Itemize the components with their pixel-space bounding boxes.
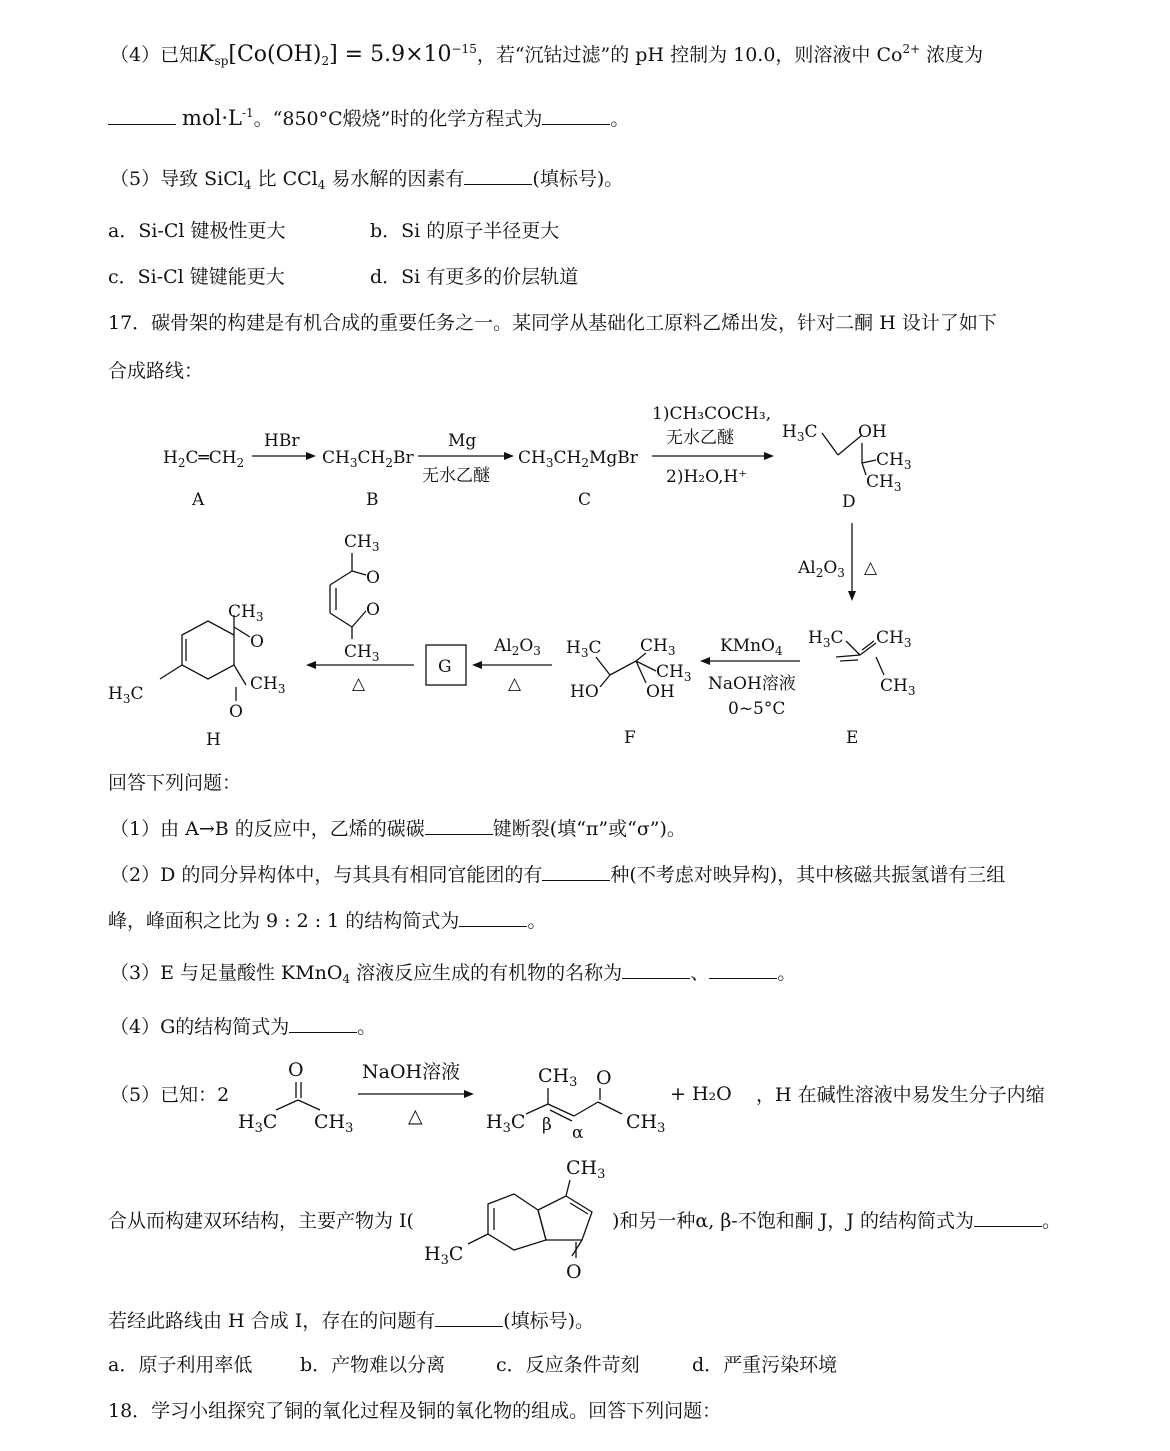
step-c-d-2: 无水乙醚 [666, 428, 734, 448]
dienophile [330, 532, 380, 664]
svg-text:H3C: $H_3C$ [424, 1243, 464, 1268]
step-c-d-1: 1)CH₃COCH₃, [652, 404, 772, 424]
delta-2: △ [508, 674, 522, 694]
compound-d [782, 422, 911, 494]
compound-f [566, 636, 691, 702]
svg-text:CH3: $CH_3$ [626, 1111, 666, 1136]
svg-text:CH3: $CH_3$ [566, 1157, 606, 1182]
svg-text:O: O [596, 1067, 612, 1089]
label-c: C [578, 490, 592, 510]
svg-text:CH3: $CH_3$ [538, 1065, 578, 1090]
svg-text:O: O [366, 568, 380, 588]
q16-4-line2: $mol\cdot L^{-1}$。“850°C煅烧”时的化学方程式为 。 [108, 106, 629, 131]
q17-5-start: （5）已知：2 [110, 1084, 230, 1106]
solvent-ether: 无水乙醚 [422, 466, 490, 486]
step-c-d-3: 2)H₂O,H⁺ [666, 467, 748, 487]
reagent-hbr: HBr [264, 431, 300, 451]
q16-5-stem: （5）导致 SiCl$_4$ 比 CCl$_4$ 易水解的因素有 (填标号)。 [110, 168, 624, 192]
q17-5-line2a: 合从而构建双环结构，主要产物为 I( [108, 1210, 414, 1232]
known-delta: △ [408, 1105, 423, 1127]
q16-5-option-d: d．Si 有更多的价层轨道 [370, 266, 579, 288]
q17-5-option-c: c．反应条件苛刻 [496, 1354, 640, 1376]
reagent-mg: Mg [448, 431, 477, 451]
label-f: F [624, 728, 636, 748]
svg-text:OH: OH [858, 422, 887, 442]
label-b: B [366, 490, 379, 510]
svg-text:CH3: $CH_3$ [876, 450, 912, 472]
label-h: H [206, 730, 221, 750]
svg-text:CH3: $CH_3$ [880, 676, 916, 698]
svg-text:H3C: $H_3C$ [808, 628, 844, 650]
compound-c: $CH_3CH_2MgBr$ [518, 448, 638, 470]
q17-5-line2b: )和另一种α, β-不饱和酮 J，J 的结构简式为 。 [612, 1210, 1062, 1232]
q17-3: （3）E 与足量酸性 KMnO$_4$ 溶液反应生成的有机物的名称为 、 。 [110, 962, 797, 986]
svg-text:H3C: $H_3C$ [566, 638, 602, 660]
reagent-al2o3-2: $Al_2O_3$ [494, 636, 541, 658]
label-d: D [842, 492, 856, 512]
svg-text:H3C: $H_3C$ [238, 1111, 278, 1136]
known-water: + H₂O [670, 1083, 732, 1105]
answer-blank[interactable] [425, 833, 493, 835]
answer-blank[interactable] [542, 123, 610, 125]
answer-blank[interactable] [542, 879, 610, 881]
svg-text:H3C: $H_3C$ [108, 684, 144, 706]
answer-blank[interactable] [435, 1325, 503, 1327]
q18-stem: 18．学习小组探究了铜的氧化过程及铜的氧化物的组成。回答下列问题： [108, 1400, 722, 1422]
q17-stem-line2: 合成路线： [108, 360, 204, 382]
reagent-kmno4: KMnO$_4$ [720, 636, 783, 658]
known-reaction [230, 1052, 750, 1142]
delta-1: △ [864, 558, 878, 578]
svg-text:CH3: $CH_3$ [876, 628, 912, 650]
q16-5-option-a: a．Si-Cl 键极性更大 [108, 220, 286, 242]
compound-b: $CH_3CH_2Br$ [322, 448, 414, 470]
q17-2-line1: （2）D 的同分异构体中，与其具有相同官能团的有 种(不考虑对映异构)，其中核磁共振氢谱有三组 [110, 864, 1006, 886]
synthesis-scheme [0, 395, 1170, 775]
label-e: E [846, 728, 859, 748]
reagent-naoh: NaOH溶液 [708, 674, 796, 694]
q17-stem-line1: 17．碳骨架的构建是有机合成的重要任务之一。某同学从基础化工原料乙烯出发，针对二酮 H 设计了如下 [108, 312, 997, 334]
known-reagent: NaOH溶液 [362, 1061, 461, 1083]
answer-intro: 回答下列问题： [108, 772, 242, 794]
answer-blank[interactable] [464, 183, 532, 185]
q17-4: （4）G的结构简式为 。 [110, 1016, 377, 1038]
answer-blank[interactable] [974, 1225, 1042, 1227]
q17-5-option-d: d．严重污染环境 [692, 1354, 838, 1376]
answer-blank[interactable] [289, 1031, 357, 1033]
product-i [420, 1148, 620, 1288]
answer-blank[interactable] [108, 123, 176, 125]
svg-text:O: O [566, 1261, 582, 1283]
q16-5-option-b: b．Si 的原子半径更大 [370, 220, 560, 242]
svg-text:CH3: $CH_3$ [344, 532, 380, 554]
label-g: G [438, 657, 452, 677]
svg-text:O: O [250, 632, 264, 652]
svg-text:O: O [366, 600, 380, 620]
label-a: A [192, 490, 205, 510]
answer-blank[interactable] [622, 977, 690, 979]
svg-text:H3C: $H_3C$ [486, 1111, 526, 1136]
svg-text:CH3: $CH_3$ [344, 642, 380, 664]
q17-5-after: ，H 在碱性溶液中易发生分子内缩 [756, 1084, 1045, 1106]
q17-2-line2: 峰，峰面积之比为 9 : 2 : 1 的结构简式为 。 [108, 910, 547, 932]
svg-text:O: O [288, 1059, 304, 1081]
svg-text:OH: OH [646, 682, 675, 702]
svg-text:CH3: $CH_3$ [656, 662, 692, 684]
q16-5-option-c: c．Si-Cl 键键能更大 [108, 266, 285, 288]
compound-a: $H_2C═CH_2$ [163, 448, 245, 470]
q16-4-line1: （4）已知$K_{sp}[Co(OH)_2] = 5.9\times 10^{-15}$，若“沉钴过滤”的 pH 控制为 10.0，则溶液中 $Co^{2+}$ 浓度为 [110, 42, 984, 68]
reaction-temp: 0~5°C [728, 699, 786, 719]
svg-text:H3C: $H_3C$ [782, 422, 818, 444]
svg-text:O: O [229, 702, 243, 722]
q17-5-line3: 若经此路线由 H 合成 I，存在的问题有 (填标号)。 [108, 1310, 595, 1332]
answer-blank[interactable] [459, 925, 527, 927]
reagent-al2o3-1: $Al_2O_3$ [798, 558, 845, 580]
svg-text:CH3: $CH_3$ [314, 1111, 354, 1136]
q17-5-option-b: b．产物难以分离 [300, 1354, 446, 1376]
q17-1: （1）由 A→B 的反应中，乙烯的碳碳 键断裂(填“π”或“σ”)。 [110, 818, 686, 840]
compound-h [108, 602, 285, 722]
svg-text:HO: HO [570, 682, 599, 702]
answer-blank[interactable] [709, 977, 777, 979]
svg-text:CH3: $CH_3$ [640, 636, 676, 658]
q17-5-option-a: a．原子利用率低 [108, 1354, 253, 1376]
svg-text:CH3: $CH_3$ [866, 472, 902, 494]
svg-text:α: α [572, 1123, 584, 1142]
svg-text:β: β [542, 1115, 552, 1135]
compound-e [808, 628, 915, 698]
svg-text:CH3: $CH_3$ [250, 674, 286, 696]
svg-text:CH3: $CH_3$ [228, 602, 264, 624]
delta-3: △ [352, 674, 366, 694]
